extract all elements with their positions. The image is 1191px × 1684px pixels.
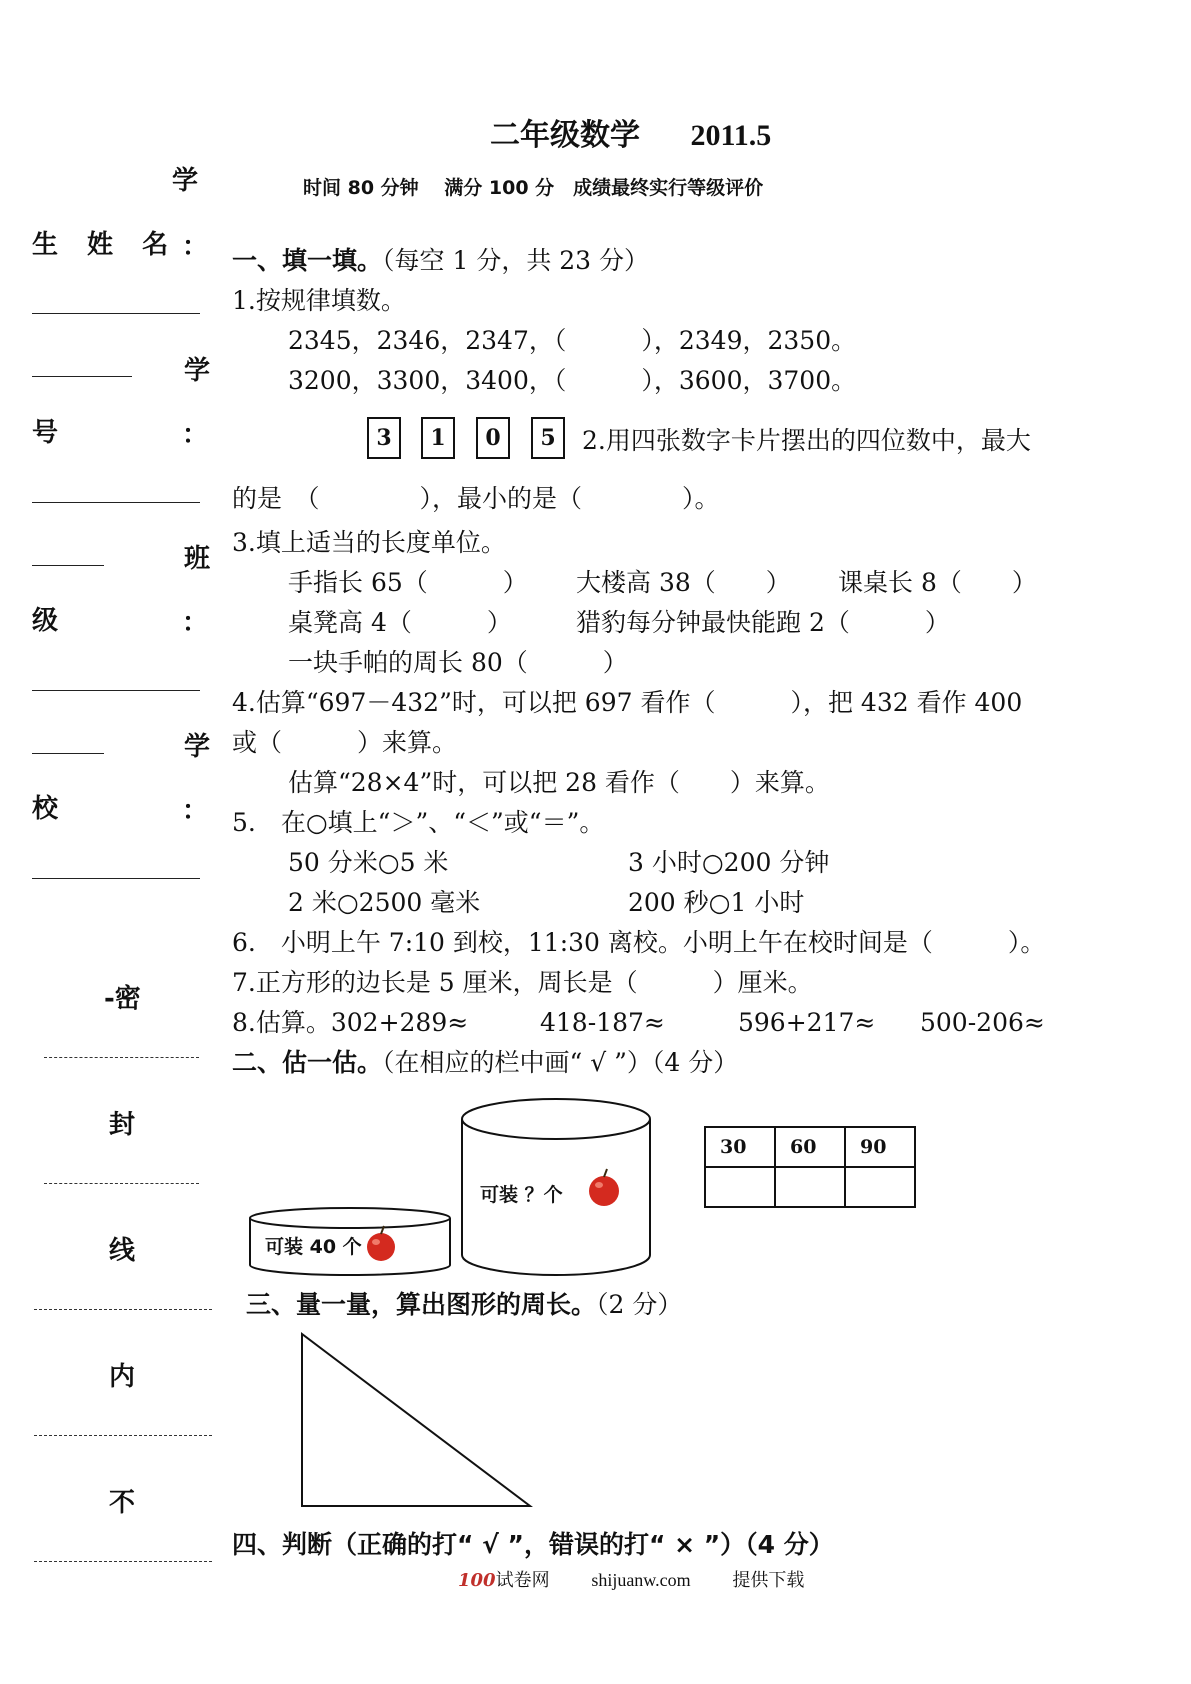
label-xue-3: 学: [184, 732, 211, 762]
q3-e: 猎豹每分钟最快能跑 2（ ）: [576, 608, 950, 637]
label-hao: 号: [32, 418, 59, 448]
q8-a: 8.估算。302+289≈: [232, 1008, 469, 1037]
seal-dash-3: [34, 1309, 212, 1310]
label-student-name: 生 姓 名: [32, 230, 179, 260]
seal-dash-4: [34, 1435, 212, 1436]
triangle-figure: [296, 1330, 536, 1512]
table-header-60: 60: [775, 1127, 845, 1167]
school-underline: [32, 878, 200, 879]
apple-icon: [367, 1226, 395, 1261]
footer: [458, 1566, 804, 1592]
q3-c: 课桌长 8（ ）: [838, 568, 1037, 597]
answer-cell-60[interactable]: [775, 1167, 845, 1207]
seal-mi: -密: [104, 984, 141, 1014]
label-xue-2: 学: [184, 356, 211, 386]
name-underline-1: [32, 313, 200, 314]
seal-xian: 线: [109, 1236, 136, 1266]
digit-card-3: 0: [476, 417, 510, 459]
digit-card-2: 1: [421, 417, 455, 459]
seal-dash-2: [44, 1183, 199, 1184]
footer-site-name: 试卷网: [495, 1570, 550, 1591]
footer-logo: 100: [458, 1570, 496, 1591]
q5-prompt: 5. 在○填上“＞”、“＜”或“＝”。: [232, 808, 605, 837]
q3-f: 一块手帕的周长 80（ ）: [288, 648, 628, 677]
label-xiao: 校: [32, 794, 59, 824]
class-underline-2: [32, 753, 104, 754]
q5-b: 3 小时○200 分钟: [628, 848, 830, 877]
footer-url[interactable]: shijuanw.com: [591, 1570, 691, 1590]
q5-a: 50 分米○5 米: [288, 848, 449, 877]
colon-hao: ：: [182, 420, 209, 450]
label-xue-1: 学: [172, 166, 199, 196]
colon-ji: ：: [182, 608, 209, 638]
seal-bu: 不: [109, 1488, 136, 1518]
label-ban: 班: [184, 544, 211, 574]
section3-note: （2 分）: [596, 1290, 683, 1319]
q2-prompt: 2.用四张数字卡片摆出的四位数中，最大: [582, 426, 1031, 455]
digit-card-4: 5: [531, 417, 565, 459]
section3-heading: [246, 1290, 682, 1320]
title-date: 2011.5: [690, 119, 772, 152]
table-header-30: 30: [705, 1127, 775, 1167]
id-underline-2: [32, 565, 104, 566]
id-underline-1: [32, 502, 200, 503]
section4-heading: 四、判断（正确的打“ √ ”，错误的打“ × ”）（4 分）: [232, 1530, 834, 1559]
class-underline-1: [32, 690, 200, 691]
seal-dash-1: [44, 1057, 199, 1058]
q1-row2: 3200，3300，3400，（ ），3600，3700。: [288, 366, 857, 395]
section1-note: （每空 1 分，共 23 分）: [382, 246, 650, 275]
colon-name: ：: [182, 232, 209, 262]
title-text: 二年级数学: [490, 118, 640, 153]
q1-row1: 2345，2346，2347，（ ），2349，2350。: [288, 326, 857, 355]
q3-a: 手指长 65（ ）: [288, 568, 528, 597]
q4-line1: 4.估算“697－432”时，可以把 697 看作（ ），把 432 看作 400: [232, 688, 1023, 717]
colon-xiao: ：: [182, 796, 209, 826]
name-underline-2: [32, 376, 132, 377]
table-row: [705, 1167, 915, 1207]
q8-c: 596+217≈: [738, 1008, 876, 1037]
seal-nei: 内: [109, 1362, 136, 1392]
answer-cell-90[interactable]: [845, 1167, 915, 1207]
seal-feng: 封: [109, 1110, 136, 1140]
label-ji: 级: [32, 606, 59, 636]
q6: 6. 小明上午 7:10 到校，11:30 离校。小明上午在校时间是（ ）。: [232, 928, 1046, 957]
section2-note: （在相应的栏中画“ √ ”）（4 分）: [382, 1048, 739, 1077]
apple-icon: [589, 1169, 619, 1206]
q3-prompt: 3.填上适当的长度单位。: [232, 528, 506, 557]
q2-cont: 的是 （ ），最小的是（ ）。: [232, 484, 720, 513]
big-container-label: 可装 ？个: [480, 1184, 563, 1206]
section1-heading: [232, 246, 649, 276]
footer-text: 提供下载: [732, 1570, 805, 1591]
q5-c: 2 米○2500 毫米: [288, 888, 481, 917]
small-container-label: 可装 40 个: [265, 1236, 362, 1258]
q4-line2: 或（ ）来算。: [232, 728, 458, 757]
q4-line3: 估算“28×4”时，可以把 28 看作（ ）来算。: [288, 768, 830, 797]
q3-b: 大楼高 38（ ）: [576, 568, 791, 597]
section3-title: 三、量一量，算出图形的周长。: [246, 1290, 597, 1319]
answer-cell-30[interactable]: [705, 1167, 775, 1207]
section1-title: 一、填一填。: [232, 246, 383, 275]
q3-d: 桌凳高 4（ ）: [288, 608, 512, 637]
q5-d: 200 秒○1 小时: [628, 888, 805, 917]
section2-title: 二、估一估。: [232, 1048, 383, 1077]
exam-info: 时间 80 分钟 满分 100 分 成绩最终实行等级评价: [303, 177, 764, 199]
estimate-table: [704, 1126, 916, 1208]
table-header-90: 90: [845, 1127, 915, 1167]
digit-card-1: 3: [367, 417, 401, 459]
table-row: [705, 1127, 915, 1167]
q8-d: 500-206≈: [920, 1008, 1045, 1037]
seal-dash-5: [34, 1561, 212, 1562]
section2-heading: [232, 1048, 738, 1078]
page-title: [490, 110, 771, 154]
q1-prompt: 1.按规律填数。: [232, 286, 406, 315]
q7: 7.正方形的边长是 5 厘米，周长是（ ）厘米。: [232, 968, 813, 997]
q8-b: 418-187≈: [540, 1008, 665, 1037]
